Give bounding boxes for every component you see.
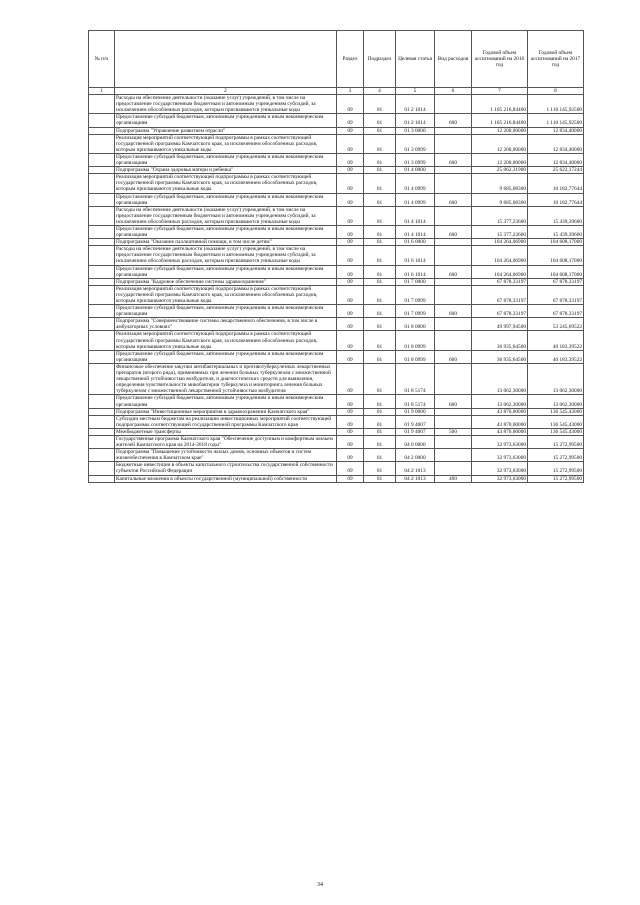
target-article-cell: 01 2 1014 (396, 95, 435, 114)
column-number-row (89, 88, 584, 95)
column-number: 3 (337, 88, 364, 95)
row-number-cell (89, 462, 115, 475)
razdel-cell: 09 (337, 225, 364, 238)
row-number-cell (89, 435, 115, 448)
podrazdel-cell: 01 (364, 363, 396, 394)
razdel-cell: 09 (337, 408, 364, 415)
item-name-cell: Расходы на обеспечение деятельности (оказание услуг) учреждений, в том числе на предоставление государственным бюджетным и автономным учреждениям субсидий, за исключением обособленных расходов, которым присваиваются уникальные коды (115, 206, 337, 225)
podrazdel-cell: 01 (364, 134, 396, 153)
target-article-cell: 01 2 1014 (396, 114, 435, 127)
amount-2017-cell: 104 608,17000 (528, 265, 584, 278)
amount-2017-cell: 104 608,17000 (528, 246, 584, 265)
expense-type-cell (435, 174, 472, 193)
target-article-cell: 01 3 0999 (396, 153, 435, 166)
amount-2016-cell: 1 105 216,84400 (472, 114, 528, 127)
amount-2016-cell: 12 200,00000 (472, 153, 528, 166)
amount-2016-cell: 104 264,06900 (472, 239, 528, 246)
razdel-cell: 09 (337, 134, 364, 153)
table-row (89, 285, 584, 304)
expense-type-cell (435, 363, 472, 394)
expense-type-cell (435, 462, 472, 475)
table-row (89, 167, 584, 174)
target-article-cell: 01 6 1014 (396, 265, 435, 278)
table-row (89, 239, 584, 246)
target-article-cell: 01 8 0999 (396, 331, 435, 350)
amount-2016-cell: 13 062,30000 (472, 363, 528, 394)
target-article-cell: 01 9 0000 (396, 408, 435, 415)
item-name-cell: Государственная программа Камчатского края "Обеспечение доступным и комфортным жильем жителей Камчатского края на 2014-2018 годы" (115, 435, 337, 448)
target-article-cell: 01 6 1014 (396, 246, 435, 265)
razdel-cell: 09 (337, 395, 364, 408)
item-name-cell: Подпрограмма "Совершенствование системы лекарственного обеспечения, в том числе в амбулаторных условиях" (115, 318, 337, 331)
podrazdel-cell: 01 (364, 265, 396, 278)
column-number: 7 (472, 88, 528, 95)
razdel-cell: 09 (337, 206, 364, 225)
row-number-cell (89, 415, 115, 428)
item-name-cell: Расходы на обеспечение деятельности (оказание услуг) учреждений, в том числе на предоставление государственным бюджетным и автономным учреждениям субсидий, за исключением обособленных расходов, которым присваиваются уникальные коды (115, 246, 337, 265)
table-row (89, 95, 584, 114)
row-number-cell (89, 278, 115, 285)
row-number-cell (89, 428, 115, 435)
expense-type-cell: 600 (435, 114, 472, 127)
amount-2017-cell: 15 272,99500 (528, 462, 584, 475)
column-number: 6 (435, 88, 472, 95)
podrazdel-cell: 01 (364, 246, 396, 265)
amount-2017-cell: 1 110 145,92500 (528, 114, 584, 127)
column-number: 4 (364, 88, 396, 95)
column-number: 1 (89, 88, 115, 95)
row-number-cell (89, 265, 115, 278)
table-row (89, 193, 584, 206)
item-name-cell: Предоставление субсидий бюджетным, автономным учреждениям и иным некоммерческим организациям (115, 305, 337, 318)
target-article-cell: 01 3 0000 (396, 127, 435, 134)
razdel-cell: 09 (337, 318, 364, 331)
target-article-cell: 01 4 1014 (396, 225, 435, 238)
amount-2017-cell: 15 272,99500 (528, 449, 584, 462)
item-name-cell: Финансовое обеспечение закупки антибактериальных и противотуберкулезных лекарственных препаратов (второго ряда), применяемых при лечении больных туберкулезом с множественной лекарственной устойчивостью возбудителя, и диагностических средств для выявления, определения чувствительности микобактерии туберкулеза и мониторинга лечения больных туберкулезом с множественной лекарственной устойчивостью возбудителя (115, 363, 337, 394)
target-article-cell: 01 8 0000 (396, 318, 435, 331)
razdel-cell: 09 (337, 153, 364, 166)
row-number-cell (89, 350, 115, 363)
item-name-cell: Предоставление субсидий бюджетным, автономным учреждениям и иным некоммерческим организациям (115, 265, 337, 278)
item-name-cell: Предоставление субсидий бюджетным, автономным учреждениям и иным некоммерческим организациям (115, 350, 337, 363)
amount-2017-cell: 136 545,43000 (528, 415, 584, 428)
razdel-cell: 09 (337, 449, 364, 462)
column-number: 2 (115, 88, 337, 95)
amount-2017-cell: 40 183,39522 (528, 350, 584, 363)
razdel-cell: 09 (337, 95, 364, 114)
razdel-cell: 09 (337, 114, 364, 127)
item-name-cell: Предоставление субсидий бюджетным, автономным учреждениям и иным некоммерческим организациям (115, 114, 337, 127)
podrazdel-cell: 01 (364, 285, 396, 304)
target-article-cell: 01 7 0000 (396, 278, 435, 285)
amount-2017-cell: 12 834,40000 (528, 153, 584, 166)
razdel-cell: 09 (337, 278, 364, 285)
item-name-cell: Капитальные вложения в объекты государственной (муниципальной) собственности (115, 475, 337, 482)
header-y2017: Годовой объем ассигнований на 2017 год (528, 31, 584, 88)
target-article-cell: 01 9 4007 (396, 428, 435, 435)
item-name-cell: Реализация мероприятий соответствующей подпрограммы в рамках соответствующей государственной программы Камчатского края, за исключением обособленных расходов, которым присваиваются уникальные коды (115, 174, 337, 193)
amount-2016-cell: 43 870,00000 (472, 408, 528, 415)
expense-type-cell (435, 449, 472, 462)
target-article-cell: 01 7 0999 (396, 305, 435, 318)
table-row (89, 449, 584, 462)
row-number-cell (89, 331, 115, 350)
razdel-cell: 09 (337, 167, 364, 174)
item-name-cell: Подпрограмма "Инвестиционные мероприятия в здравоохранении Камчатского края" (115, 408, 337, 415)
razdel-cell: 09 (337, 127, 364, 134)
table-row (89, 246, 584, 265)
page-number: 34 (317, 882, 323, 888)
expense-type-cell: 500 (435, 428, 472, 435)
amount-2016-cell: 9 685,08300 (472, 174, 528, 193)
amount-2017-cell: 40 183,39522 (528, 331, 584, 350)
target-article-cell: 01 9 4007 (396, 415, 435, 428)
amount-2017-cell: 104 608,17000 (528, 239, 584, 246)
amount-2016-cell: 36 935,64500 (472, 331, 528, 350)
podrazdel-cell: 01 (364, 395, 396, 408)
target-article-cell: 01 3 0999 (396, 134, 435, 153)
table-row (89, 428, 584, 435)
amount-2017-cell: 10 182,77644 (528, 174, 584, 193)
item-name-cell: Реализация мероприятий соответствующей подпрограммы в рамках соответствующей государственной программы Камчатского края, за исключением обособленных расходов, которым присваиваются уникальные коды (115, 285, 337, 304)
expense-type-cell (435, 285, 472, 304)
amount-2016-cell: 9 685,08300 (472, 193, 528, 206)
table-row (89, 153, 584, 166)
podrazdel-cell: 01 (364, 127, 396, 134)
amount-2016-cell: 67 878,33197 (472, 278, 528, 285)
podrazdel-cell: 01 (364, 475, 396, 482)
razdel-cell: 09 (337, 285, 364, 304)
item-name-cell: Межбюджетные трансферты (115, 428, 337, 435)
item-name-cell: Предоставление субсидий бюджетным, автономным учреждениям и иным некоммерческим организациям (115, 225, 337, 238)
target-article-cell: 04 2 1013 (396, 462, 435, 475)
razdel-cell: 09 (337, 331, 364, 350)
item-name-cell: Подпрограмма "Охрана здоровья матери и ребенка" (115, 167, 337, 174)
amount-2017-cell: 15 439,39600 (528, 206, 584, 225)
column-number: 5 (396, 88, 435, 95)
item-name-cell: Подпрограмма "Кадровое обеспечение системы здравоохранения" (115, 278, 337, 285)
item-name-cell: Предоставление субсидий бюджетным, автономным учреждениям и иным некоммерческим организациям (115, 193, 337, 206)
header-npp: № п/п (89, 31, 115, 88)
razdel-cell: 09 (337, 246, 364, 265)
amount-2016-cell: 49 997,94500 (472, 318, 528, 331)
row-number-cell (89, 134, 115, 153)
table-row (89, 415, 584, 428)
expense-type-cell (435, 408, 472, 415)
target-article-cell: 01 8 5174 (396, 395, 435, 408)
column-number: 8 (528, 88, 584, 95)
expense-type-cell (435, 278, 472, 285)
table-row (89, 305, 584, 318)
amount-2017-cell: 15 439,39600 (528, 225, 584, 238)
row-number-cell (89, 153, 115, 166)
expense-type-cell (435, 246, 472, 265)
table-row (89, 331, 584, 350)
podrazdel-cell: 01 (364, 462, 396, 475)
budget-table (88, 30, 584, 483)
amount-2016-cell: 15 377,23600 (472, 206, 528, 225)
amount-2017-cell: 25 622,17244 (528, 167, 584, 174)
amount-2016-cell: 12 200,00000 (472, 134, 528, 153)
table-row (89, 134, 584, 153)
amount-2016-cell: 43 870,00000 (472, 428, 528, 435)
target-article-cell: 01 8 0999 (396, 350, 435, 363)
podrazdel-cell: 01 (364, 435, 396, 448)
razdel-cell: 09 (337, 415, 364, 428)
amount-2017-cell: 136 545,43000 (528, 428, 584, 435)
amount-2016-cell: 67 878,33197 (472, 285, 528, 304)
podrazdel-cell: 01 (364, 449, 396, 462)
podrazdel-cell: 01 (364, 114, 396, 127)
razdel-cell: 09 (337, 435, 364, 448)
expense-type-cell: 600 (435, 395, 472, 408)
podrazdel-cell: 01 (364, 239, 396, 246)
expense-type-cell: 600 (435, 305, 472, 318)
header-y2016: Годовой объем ассигнований на 2016 год (472, 31, 528, 88)
podrazdel-cell: 01 (364, 318, 396, 331)
header-podrazdel: Подраздел (364, 31, 396, 88)
header-csr: Целевая статья (396, 31, 435, 88)
amount-2017-cell: 53 245,69522 (528, 318, 584, 331)
item-name-cell: Подпрограмма "Повышение устойчивости жилых домов, основных объектов и систем жизнеобеспечения в Камчатском крае" (115, 449, 337, 462)
amount-2017-cell: 67 878,33197 (528, 305, 584, 318)
expense-type-cell (435, 167, 472, 174)
row-number-cell (89, 475, 115, 482)
header-name (115, 31, 337, 88)
header-vr: Вид расходов (435, 31, 472, 88)
razdel-cell: 09 (337, 428, 364, 435)
target-article-cell: 01 4 0999 (396, 193, 435, 206)
amount-2016-cell: 32 973,63000 (472, 462, 528, 475)
expense-type-cell (435, 206, 472, 225)
row-number-cell (89, 206, 115, 225)
amount-2017-cell: 1 110 145,92500 (528, 95, 584, 114)
table-row (89, 114, 584, 127)
razdel-cell: 09 (337, 193, 364, 206)
row-number-cell (89, 95, 115, 114)
podrazdel-cell: 01 (364, 278, 396, 285)
row-number-cell (89, 305, 115, 318)
target-article-cell: 04 0 0000 (396, 435, 435, 448)
expense-type-cell (435, 331, 472, 350)
expense-type-cell (435, 435, 472, 448)
target-article-cell: 01 8 5174 (396, 363, 435, 394)
podrazdel-cell: 01 (364, 350, 396, 363)
row-number-cell (89, 239, 115, 246)
amount-2016-cell: 15 377,23600 (472, 225, 528, 238)
item-name-cell: Предоставление субсидий бюджетным, автономным учреждениям и иным некоммерческим организациям (115, 153, 337, 166)
expense-type-cell: 600 (435, 350, 472, 363)
amount-2016-cell: 67 878,33197 (472, 305, 528, 318)
podrazdel-cell: 01 (364, 415, 396, 428)
target-article-cell: 04 2 1013 (396, 475, 435, 482)
target-article-cell: 01 4 1014 (396, 206, 435, 225)
target-article-cell: 01 7 0999 (396, 285, 435, 304)
target-article-cell: 01 4 0999 (396, 174, 435, 193)
amount-2017-cell: 15 272,99500 (528, 435, 584, 448)
amount-2017-cell: 12 834,40000 (528, 134, 584, 153)
amount-2017-cell: 67 878,33197 (528, 285, 584, 304)
row-number-cell (89, 408, 115, 415)
expense-type-cell: 600 (435, 225, 472, 238)
razdel-cell: 09 (337, 265, 364, 278)
amount-2017-cell: 15 272,99500 (528, 475, 584, 482)
amount-2016-cell: 13 062,30000 (472, 395, 528, 408)
amount-2016-cell: 32 973,63000 (472, 475, 528, 482)
razdel-cell: 09 (337, 350, 364, 363)
header-razdel: Раздел (337, 31, 364, 88)
row-number-cell (89, 114, 115, 127)
table-row (89, 318, 584, 331)
row-number-cell (89, 167, 115, 174)
table-row (89, 225, 584, 238)
podrazdel-cell: 01 (364, 193, 396, 206)
amount-2017-cell: 12 834,40000 (528, 127, 584, 134)
amount-2017-cell: 13 062,30000 (528, 395, 584, 408)
item-name-cell: Подпрограмма "Оказание паллиативной помощи, в том числе детям" (115, 239, 337, 246)
podrazdel-cell: 01 (364, 428, 396, 435)
expense-type-cell (435, 415, 472, 428)
razdel-cell: 09 (337, 174, 364, 193)
podrazdel-cell: 01 (364, 95, 396, 114)
amount-2016-cell: 25 062,31900 (472, 167, 528, 174)
razdel-cell: 09 (337, 305, 364, 318)
item-name-cell: Реализация мероприятий соответствующей подпрограммы в рамках соответствующей государственной программы Камчатского края, за исключением обособленных расходов, которым присваиваются уникальные коды (115, 331, 337, 350)
amount-2017-cell: 67 878,33197 (528, 278, 584, 285)
amount-2016-cell: 36 935,64500 (472, 350, 528, 363)
item-name-cell: Предоставление субсидий бюджетным, автономным учреждениям и иным некоммерческим организациям (115, 395, 337, 408)
table-body (89, 95, 584, 483)
amount-2017-cell: 13 062,30000 (528, 363, 584, 394)
amount-2017-cell: 10 182,77644 (528, 193, 584, 206)
table-row (89, 363, 584, 394)
table-row (89, 462, 584, 475)
row-number-cell (89, 127, 115, 134)
item-name-cell: Расходы на обеспечение деятельности (оказание услуг) учреждений, в том числе на предоставление государственным бюджетным и автономным учреждениям субсидий, за исключением обособленных расходов, которым присваиваются уникальные коды (115, 95, 337, 114)
row-number-cell (89, 174, 115, 193)
row-number-cell (89, 363, 115, 394)
table-row (89, 350, 584, 363)
amount-2016-cell: 1 105 216,84400 (472, 95, 528, 114)
row-number-cell (89, 449, 115, 462)
target-article-cell: 01 4 0000 (396, 167, 435, 174)
razdel-cell: 09 (337, 363, 364, 394)
amount-2016-cell: 104 264,06900 (472, 265, 528, 278)
target-article-cell: 04 2 0000 (396, 449, 435, 462)
podrazdel-cell: 01 (364, 225, 396, 238)
expense-type-cell (435, 318, 472, 331)
table-row (89, 265, 584, 278)
razdel-cell: 09 (337, 239, 364, 246)
podrazdel-cell: 01 (364, 305, 396, 318)
expense-type-cell: 600 (435, 153, 472, 166)
amount-2016-cell: 12 200,00000 (472, 127, 528, 134)
row-number-cell (89, 225, 115, 238)
razdel-cell: 09 (337, 475, 364, 482)
podrazdel-cell: 01 (364, 167, 396, 174)
expense-type-cell: 600 (435, 265, 472, 278)
table-row (89, 206, 584, 225)
item-name-cell: Субсидии местным бюджетам на реализацию инвестиционных мероприятий соответствующей подпрограммы соответствующей государственной программы Камчатского края (115, 415, 337, 428)
expense-type-cell (435, 134, 472, 153)
expense-type-cell: 400 (435, 475, 472, 482)
row-number-cell (89, 395, 115, 408)
table-row (89, 278, 584, 285)
table-row (89, 435, 584, 448)
target-article-cell: 01 6 0000 (396, 239, 435, 246)
table-row (89, 174, 584, 193)
podrazdel-cell: 01 (364, 153, 396, 166)
table-header (89, 31, 584, 88)
expense-type-cell (435, 239, 472, 246)
amount-2017-cell: 136 545,43000 (528, 408, 584, 415)
podrazdel-cell: 01 (364, 331, 396, 350)
podrazdel-cell: 01 (364, 408, 396, 415)
expense-type-cell (435, 127, 472, 134)
table-row (89, 408, 584, 415)
table-row (89, 475, 584, 482)
item-name-cell: Бюджетные инвестиции в объекты капитального строительства государственной собственности субъектов Российской Федерации (115, 462, 337, 475)
item-name-cell: Подпрограмма "Управление развитием отрасли" (115, 127, 337, 134)
podrazdel-cell: 01 (364, 174, 396, 193)
row-number-cell (89, 246, 115, 265)
amount-2016-cell: 32 973,63000 (472, 435, 528, 448)
table-row (89, 395, 584, 408)
row-number-cell (89, 285, 115, 304)
razdel-cell: 09 (337, 462, 364, 475)
item-name-cell: Реализация мероприятий соответствующей подпрограммы в рамках соответствующей государственной программы Камчатского края, за исключением обособленных расходов, которым присваиваются уникальные коды (115, 134, 337, 153)
amount-2016-cell: 104 264,06900 (472, 246, 528, 265)
podrazdel-cell: 01 (364, 206, 396, 225)
row-number-cell (89, 193, 115, 206)
table-row (89, 127, 584, 134)
amount-2016-cell: 43 870,00000 (472, 415, 528, 428)
amount-2016-cell: 32 973,63000 (472, 449, 528, 462)
row-number-cell (89, 318, 115, 331)
expense-type-cell (435, 95, 472, 114)
expense-type-cell: 600 (435, 193, 472, 206)
